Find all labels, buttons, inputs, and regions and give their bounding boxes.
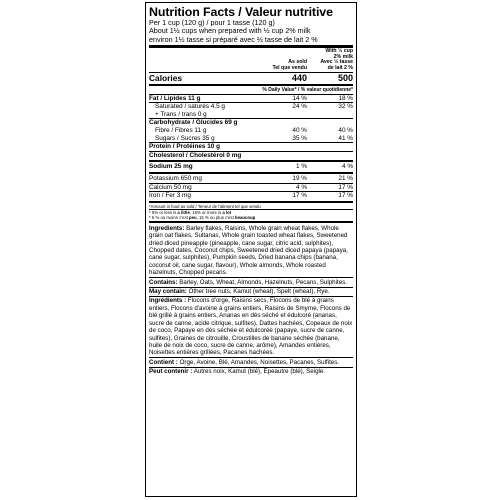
divider [149,84,353,86]
prepared-serving-line-en: About 1½ cups when prepared with ½ cup 2% milk [149,26,311,36]
nutrient-row [149,135,353,143]
nutrient-name: Carbohydrate / Glucides 69 g [149,119,238,127]
footnote-french: * 5 % ou moins c'est peu, 15 % ou plus c'est beaucoup [149,215,256,221]
daily-value-with-milk: 32 % [338,103,353,111]
daily-value-as-sold: 17 % [292,192,307,200]
with-milk-header: With ½ cup 2% milk Avec ½ tasse de lait 2 % [320,48,353,71]
daily-value-with-milk: 4 % [341,163,353,171]
nutrient-row [149,152,353,160]
daily-value-as-sold: 19 % [292,174,307,182]
divider [149,201,353,203]
serving-size-line: Per 1 cup (120 g) / pour 1 tasse (120 g) [149,18,275,27]
daily-value-with-milk: 21 % [338,174,353,182]
nutrition-facts-label [145,2,357,497]
nutrient-name: Cholesterol / Cholestérol 0 mg [149,151,242,159]
label-title: Nutrition Facts / Valeur nutritive [149,5,333,19]
daily-value-as-sold: 14 % [292,94,307,102]
divider [149,221,353,223]
daily-value-with-milk: 41 % [338,134,353,142]
daily-value-with-milk [307,111,353,119]
daily-value-with-milk: 40 % [338,126,353,134]
nutrient-row [149,119,353,127]
nutrient-name: Sodium 25 mg [149,163,193,171]
nutrient-row [149,143,353,151]
footnote-amount: *Amount in food as sold / Teneur de l'aliment tel que vendu [149,203,261,209]
daily-value-with-milk: 17 % [338,192,353,200]
daily-value-as-sold [261,119,307,127]
nutrient-row [149,95,353,103]
daily-value-header: % Daily Value* / % valeur quotidienne* [262,86,353,93]
nutrient-row [149,103,353,111]
daily-value-with-milk [307,152,353,160]
daily-value-with-milk [307,119,353,127]
nutrient-row [149,111,353,119]
nutrient-name: Fat / Lipides 11 g [149,94,201,102]
daily-value-as-sold: 4 % [295,183,307,191]
calories-label: Calories [149,72,183,83]
nutrient-list [149,95,353,203]
as-sold-header: As sold Tel que vendu [272,59,307,71]
contains-en: Contains: Barley, Oats, Wheat, Almonds, Hazelnuts, Pecans, Sulphites. [149,277,353,286]
nutrient-name: Saturated / saturés 4.5 g [155,103,225,111]
daily-value-as-sold: 24 % [292,103,307,111]
nutrient-row [149,127,353,135]
may-contain-fr: Peut contenir : Autres noix, Kamut (blé), Épeautre (blé), Seigle. [149,367,353,376]
ingredients-en: Ingredients: Barley flakes, Raisins, Whole grain wheat flakes, Whole grain oat flakes, Sultanas, Whole grain toasted wheat flakes, Sweetened dried diced pineapple (pineapple, cane sugar, citric acid, sulphites), Chopped dates, Coconut chips, Sweetened dried diced papaya (papaya, cane sugar, sulphites), Pumpkin seeds, Dried banana chips (banana, coconut oil, cane sugar, flavour), Whole almonds, Whole roasted hazelnuts, Chopped pecans. [149,224,348,277]
divider [149,45,353,48]
daily-value-as-sold: 40 % [292,126,307,134]
divider [149,172,353,174]
nutrient-name: Sugars / Sucres 35 g [155,134,215,142]
daily-value-with-milk: 18 % [338,94,353,102]
nutrient-name: Calcium 50 mg [149,183,192,191]
daily-value-as-sold: 1 % [295,163,307,171]
calories-row [149,73,353,83]
column-headers [149,49,353,71]
daily-value-as-sold [261,152,307,160]
daily-value-as-sold: 35 % [292,134,307,142]
may-contain-en: May contain: Other tree nuts, Kamut (wheat), Spelt (wheat), Rye. [149,287,353,296]
ingredients-fr: Ingrédients : Flocons d'orge, Raisins secs, Flocons de blé à grains entiers, Flocons d'avoine à grains entiers, Raisins de Smyrne, Flocons de blé grillé à grains entiers, Ananas en dés séché et édulcoré (ananas, sucre de canne, acide citrique, sulfites), Dattes hachées, Copeaux de noix de coco, Papaye en dés séchée et édulcorée (papaye, sucre de canne, sulfites), Graines de citrouille, Croustilles de banane séchée (banane, huile de noix de coco, sucre de canne, arôme), Amandes entières, Noisettes entières grillées, Pacanes hachées. [149,297,353,357]
daily-value-as-sold [261,143,307,151]
nutrient-row [149,175,353,183]
footnote-english: * 5% or less is a little, 15% or more is a lot [149,209,232,215]
daily-value-as-sold [261,111,307,119]
daily-value-with-milk [307,143,353,151]
nutrient-name: Fibre / Fibres 11 g [155,126,207,134]
calories-with-milk: 500 [337,72,353,83]
nutrient-name: Potassium 650 mg [149,174,202,182]
prepared-serving-line-fr: environ 1½ tasse si préparé avec ½ tasse de lait 2 % [149,34,318,44]
nutrient-row [149,163,353,171]
nutrient-row [149,192,353,200]
nutrient-name: Protein / Protéines 10 g [149,143,221,151]
nutrient-name: Iron / Fer 3 mg [149,192,191,200]
contains-fr: Contient : Orge, Avoine, Blé, Amandes, Noisettes, Pacanes, Sulfites. [149,357,353,366]
daily-value-with-milk: 17 % [338,183,353,191]
nutrient-row [149,184,353,192]
divider [149,160,353,162]
nutrient-name: + Trans / trans 0 g [155,110,207,118]
calories-as-sold: 440 [291,72,307,83]
